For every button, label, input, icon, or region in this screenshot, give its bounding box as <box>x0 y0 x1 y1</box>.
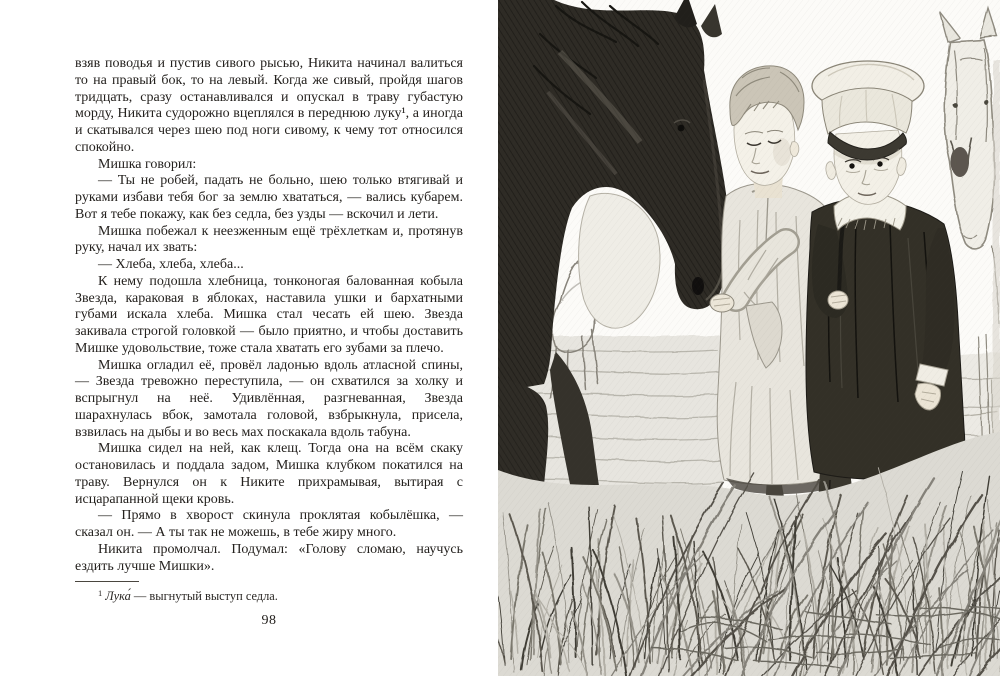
pencil-texture-overlay <box>498 0 1000 676</box>
body-paragraph: Никита промолчал. Подумал: «Голову сломаю, научусь ездить лучше Мишки». <box>75 541 463 574</box>
body-paragraph: К нему подошла хлебница, тонконогая балованная кобыла Звезда, караковая в яблоках, наставила ушки и бархатными губами искала хлеба. Мишка стал чесать ей шею. Звезда закивала строгой головкой — было приятно, и чтобы доставить Мишке удовольствие, тоже стала хватать его зубами за плечо. <box>75 273 463 356</box>
page-number: 98 <box>261 613 277 628</box>
footnote-definition: — выгнутый выступ седла. <box>130 589 278 604</box>
body-paragraph: Мишка говорил: <box>98 156 197 172</box>
footnote-term: Лука́ <box>105 589 131 604</box>
footnote-rule <box>75 581 139 582</box>
body-paragraph: взяв поводья и пустив сивого рысью, Никита начинал валиться то на правый бок, то на левый. Когда же сивый, пройдя шагов тридцать, сразу останавливался и опускал в траву губастую морду, Никита судорожно вцеплялся в переднюю луку¹, а иногда и скатывался через шею под ноги сивому, к чему тот относился спокойно. <box>75 56 463 155</box>
body-paragraph: — Прямо в хворост скинула проклятая кобылёшка, — сказал он. — А ты так не можешь, в тебе жиру много. <box>75 508 463 540</box>
illustration-svg <box>498 0 1000 676</box>
footnote-text <box>75 586 463 604</box>
body-paragraph: Мишка сидел на ней, как клещ. Тогда она на всём скаку остановилась и поддала задом, Мишка клубком покатился на траву. Вернулся он к Никите прихрамывая, вытирая с исцарапанной щеки кровь. <box>75 441 463 507</box>
body-paragraph: Мишка огладил её, провёл ладонью вдоль атласной спины, — Звезда тревожно переступила, — он схватился за холку и вспрыгнул на неё. Удивлённая, разгневанная, Звезда шарахнулась вбок, замотала головой, взбрыкнула, присела, взвилась на дыбы и во весь мах поскакала вдоль табуна. <box>75 357 463 440</box>
right-page-illustration <box>498 0 1000 676</box>
body-paragraph: Мишка побежал к неезженным ещё трёхлеткам и, протянув руку, начал их звать: <box>75 223 463 256</box>
left-page-text <box>75 56 463 604</box>
body-paragraph: — Ты не робей, падать не больно, шею только втягивай и руками избави тебя бог за землю хвататься, — вались кубарем. Вот я тебе покажу, как без седла, без узды — вскочил и лети. <box>75 173 463 222</box>
body-paragraph: — Хлеба, хлеба, хлеба... <box>98 257 244 272</box>
footnote <box>75 581 463 604</box>
footnote-marker: 1 <box>98 588 103 599</box>
